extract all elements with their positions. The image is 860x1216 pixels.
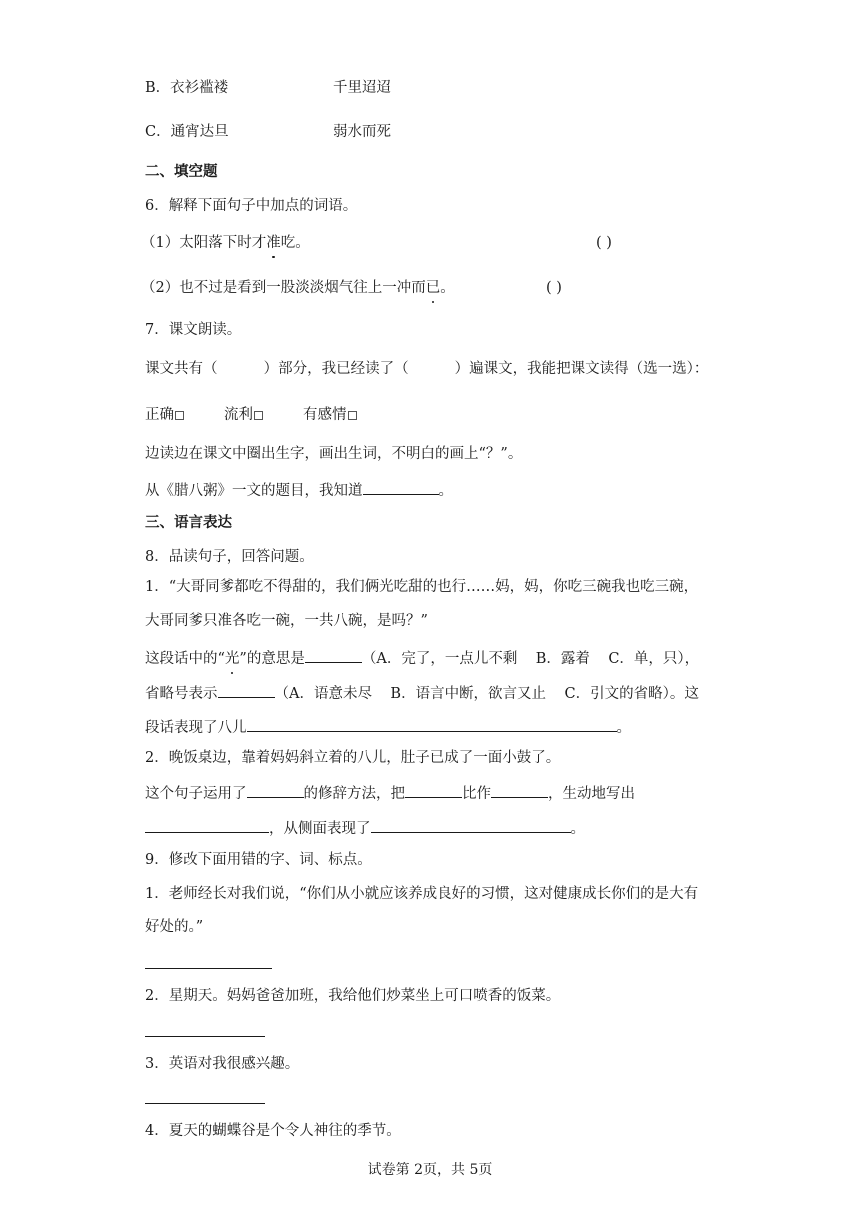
question-7-stem: 7．课文朗读。 <box>145 322 242 338</box>
question-9-stem: 9．修改下面用错的字、词、标点。 <box>145 852 372 868</box>
checkbox-icon[interactable] <box>348 411 357 420</box>
answer-paren-2[interactable]: ( ) <box>546 280 562 296</box>
answer-blank[interactable] <box>247 782 304 798</box>
checkbox-icon[interactable] <box>175 411 184 420</box>
answer-blank[interactable] <box>305 647 362 663</box>
q8-question-2: 省略号表示 （A．语意未尽 B．语言中断，欲言又止 C．引文的省略）。这 <box>145 682 699 704</box>
page-footer: 试卷第 2页，共 5页 <box>367 1162 493 1178</box>
q8-passage-1-line-2: 大哥同爹只准各吃一碗，一共八碗，是吗？” <box>145 613 428 629</box>
question-7-line-3: 边读边在课文中圈出生字，画出生词，不明白的画上“？”。 <box>145 446 523 462</box>
dotted-char: 已 <box>425 280 441 296</box>
option-emotional[interactable]: 有感情 <box>303 407 357 423</box>
answer-blank[interactable] <box>145 817 269 833</box>
q9-item-1-line-1: 1．老师经长对我们说，“你们从小就应该养成良好的习惯，这对健康成长你们的是大有 <box>145 886 699 902</box>
checkbox-icon[interactable] <box>254 411 263 420</box>
section-title-fill-blank: 二、填空题 <box>145 163 218 180</box>
question-7-line-1: 课文共有（ ）部分，我已经读了（ ）遍课文，我能把课文读得（选一选）： <box>145 361 709 377</box>
question-8-stem: 8．品读句子，回答问题。 <box>145 549 314 565</box>
q8-question-1: 这段话中的“光”的意思是 （A．完了，一点儿不剩 B．露着 C．单，只）， <box>145 647 699 669</box>
option-b <box>145 78 228 98</box>
q9-answer-line-3[interactable] <box>145 1103 265 1104</box>
q8-passage-1-line-1: 1．“大哥同爹都吃不得甜的，我们俩光吃甜的也行……妈，妈，你吃三碗我也吃三碗， <box>145 579 699 595</box>
answer-blank[interactable] <box>218 682 275 698</box>
q9-item-3: 3．英语对我很感兴趣。 <box>145 1056 300 1072</box>
option-b-right: 千里迢迢 <box>333 80 391 96</box>
answer-blank[interactable] <box>491 782 548 798</box>
dotted-char: 光 <box>224 651 240 667</box>
answer-paren-1[interactable]: ( ) <box>596 235 612 251</box>
question-6-stem: 6．解释下面句子中加点的词语。 <box>145 198 358 214</box>
q9-item-2: 2．星期天。妈妈爸爸加班，我给他们炒菜坐上可口喷香的饭菜。 <box>145 988 561 1004</box>
q8-question-5: ，从侧面表现了 。 <box>145 817 585 839</box>
q8-question-4: 这个句子运用了 的修辞方法，把 比作 ，生动地写出 <box>145 782 635 804</box>
answer-blank[interactable] <box>247 716 617 732</box>
question-6-sentence-2: （2）也不过是看到一股淡淡烟气往上一冲而已。 <box>141 280 455 296</box>
answer-blank[interactable] <box>405 782 462 798</box>
option-correct[interactable]: 正确 <box>145 407 184 423</box>
answer-blank[interactable] <box>371 817 571 833</box>
option-c <box>145 122 229 142</box>
option-c-right: 弱水而死 <box>333 124 391 140</box>
q8-question-3: 段话表现了八儿 。 <box>145 716 631 738</box>
answer-blank[interactable] <box>363 479 439 495</box>
q9-item-4: 4．夏天的蝴蝶谷是个令人神往的季节。 <box>145 1123 401 1139</box>
q8-passage-2: 2．晚饭桌边，靠着妈妈斜立着的八儿，肚子已成了一面小鼓了。 <box>145 750 561 766</box>
dotted-char: 准 <box>266 235 281 251</box>
option-b-left: B．衣衫褴褛 <box>145 80 229 96</box>
q9-answer-line-2[interactable] <box>145 1036 265 1037</box>
q9-answer-line-1[interactable] <box>145 968 272 969</box>
question-6-sentence-1: （1）太阳落下时才准吃。 <box>141 235 310 251</box>
option-fluent[interactable]: 流利 <box>224 407 263 423</box>
question-7-options <box>145 405 357 425</box>
option-c-left: C．通宵达旦 <box>145 124 229 140</box>
q9-item-1-line-2: 好处的。” <box>145 919 204 935</box>
question-7-line-4: 从《腊八粥》一文的题目，我知道 。 <box>145 479 453 501</box>
section-title-expression: 三、语言表达 <box>145 514 232 531</box>
